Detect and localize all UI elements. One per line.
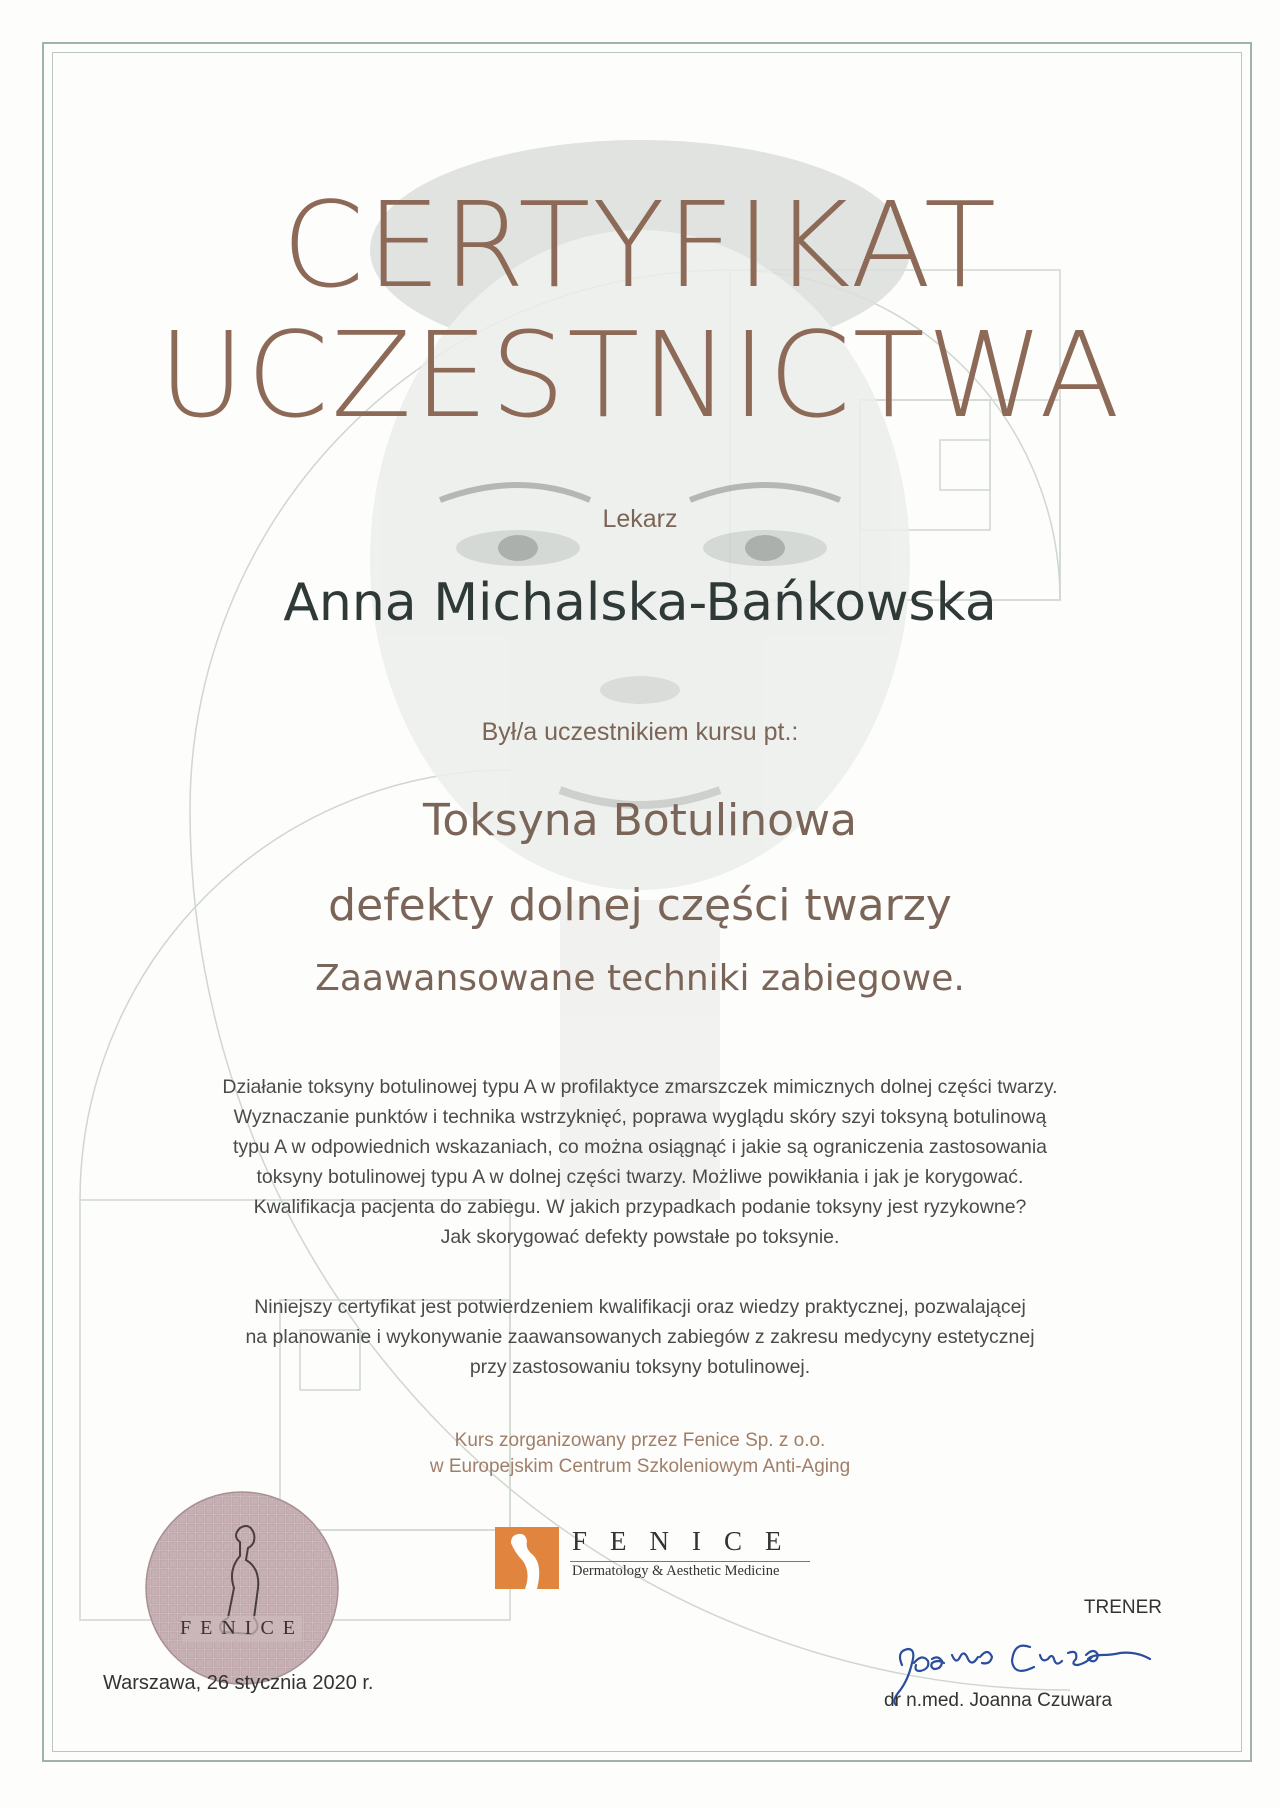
- course-title-line1: Toksyna Botulinowa: [422, 795, 858, 846]
- place-and-date: Warszawa, 26 stycznia 2020 r.: [103, 1672, 374, 1694]
- fenice-logo-icon: [495, 1527, 559, 1589]
- confirmation-line: przy zastosowaniu toksyny botulinowej.: [469, 1356, 811, 1378]
- confirmation-statement: [0, 1292, 1280, 1382]
- logo-brand-name: FENICE: [572, 1526, 805, 1556]
- description-line: typu A w odpowiednich wskazaniach, co można osiągnąć i jakie są ograniczenia zastosowania: [232, 1136, 1048, 1158]
- logo-divider: [570, 1561, 810, 1562]
- logo-tagline: Dermatology & Aesthetic Medicine: [572, 1563, 780, 1579]
- organizer-info: [0, 1428, 1280, 1480]
- description-line: Wyznaczanie punktów i technika wstrzyknięć, poprawa wyglądu skóry szyi toksyną botulinową: [233, 1106, 1047, 1128]
- participant-role: Lekarz: [602, 505, 678, 533]
- certificate-title-line1: CERTYFIKAT: [281, 176, 999, 314]
- confirmation-line: Niniejszy certyfikat jest potwierdzeniem kwalifikacji oraz wiedzy praktycznej, pozwalającej: [254, 1296, 1026, 1318]
- trainer-name: dr n.med. Joanna Czuwara: [884, 1690, 1113, 1711]
- course-title-line2: defekty dolnej części twarzy: [328, 880, 952, 931]
- description-line: Działanie toksyny botulinowej typu A w profilaktyce zmarszczek mimicznych dolnej części twarzy.: [222, 1076, 1058, 1098]
- organizer-line: Kurs zorganizowany przez Fenice Sp. z o.o.: [454, 1430, 826, 1451]
- description-line: Kwalifikacja pacjenta do zabiegu. W jakich przypadkach podanie toksyny jest ryzykowne?: [253, 1196, 1027, 1218]
- participant-name: Anna Michalska-Bańkowska: [283, 573, 997, 633]
- seal-text: FENICE: [180, 1617, 304, 1639]
- fenice-seal: [142, 1488, 342, 1688]
- description-line: toksyny botulinowej typu A w dolnej części twarzy. Możliwe powikłania i jak je korygować.: [256, 1166, 1024, 1188]
- certificate-title-line2: UCZESTNICTWA: [158, 306, 1122, 444]
- description-line: Jak skorygować defekty powstałe po toksynie.: [440, 1226, 840, 1248]
- organizer-line: w Europejskim Centrum Szkoleniowym Anti-Aging: [429, 1456, 851, 1477]
- course-description: [0, 1072, 1280, 1252]
- confirmation-line: na planowanie i wykonywanie zaawansowanych zabiegów z zakresu medycyny estetycznej: [245, 1326, 1035, 1348]
- trainer-label: TRENER: [1083, 1597, 1162, 1618]
- participation-statement: Był/a uczestnikiem kursu pt.:: [481, 718, 799, 746]
- course-title-line3: Zaawansowane techniki zabiegowe.: [315, 958, 965, 999]
